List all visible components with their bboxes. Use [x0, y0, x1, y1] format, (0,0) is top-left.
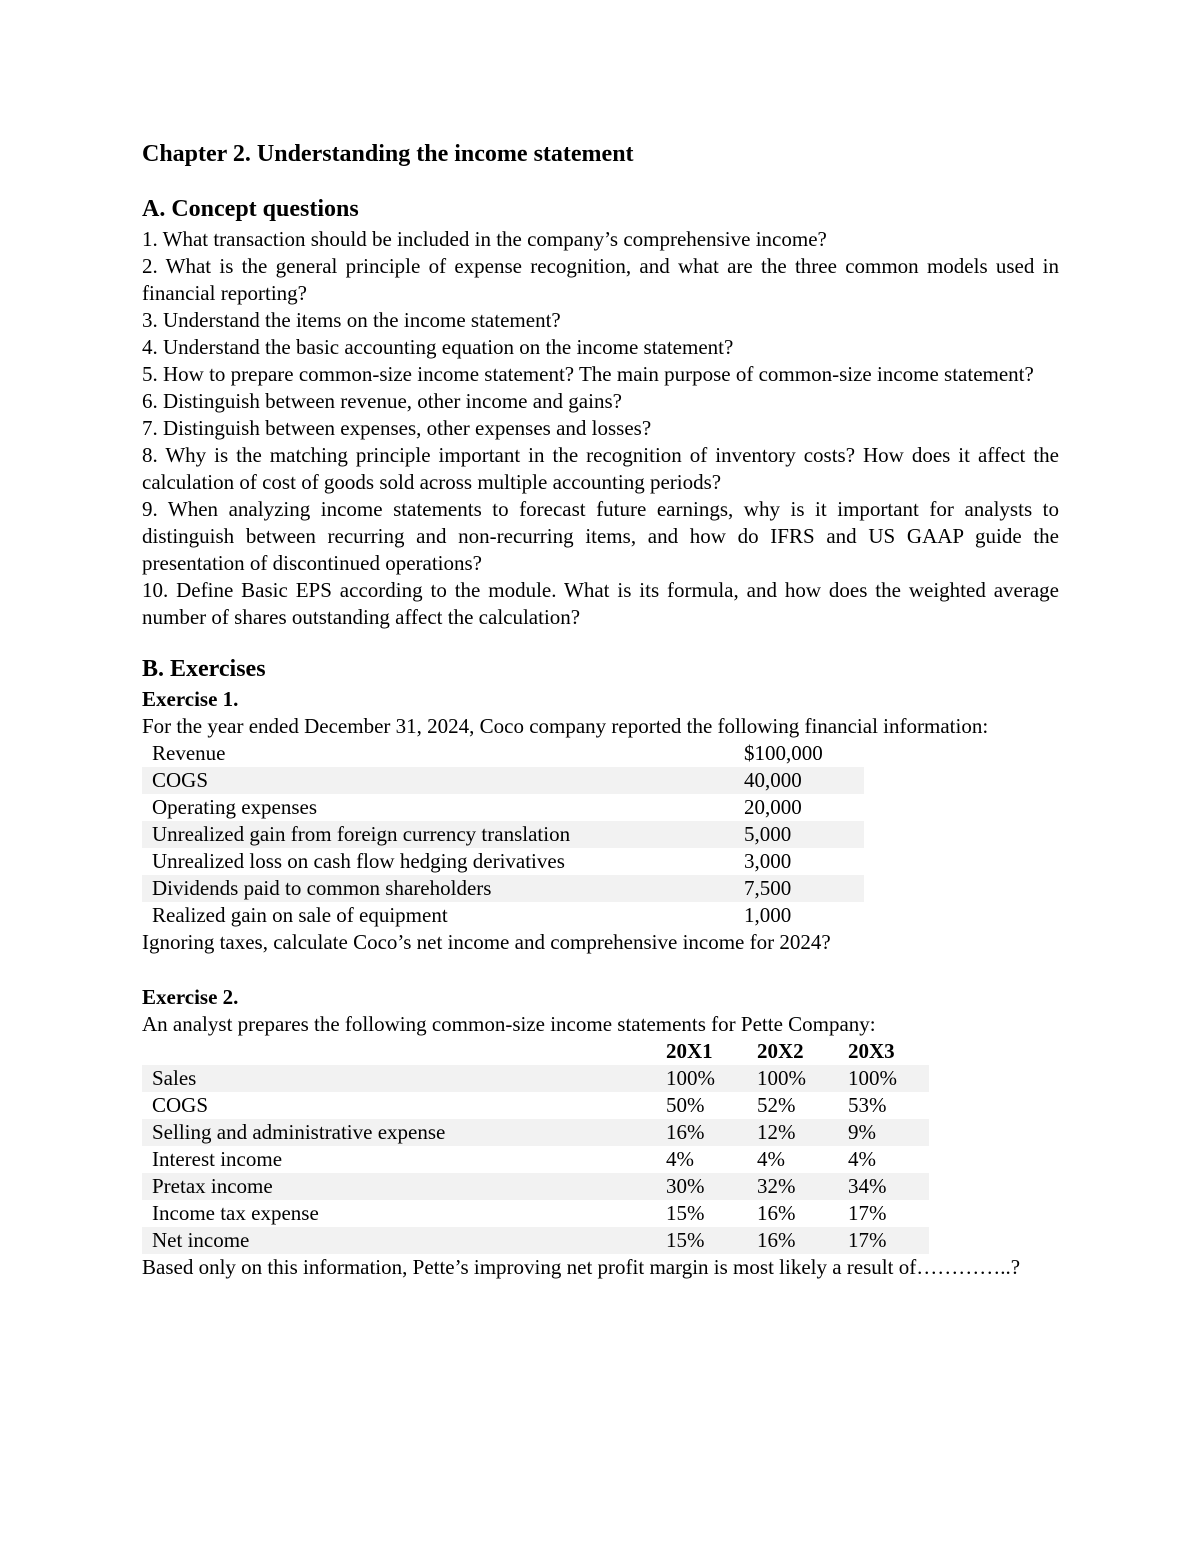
row-value: 5,000: [734, 821, 864, 848]
row-value: 4%: [848, 1147, 876, 1172]
row-value: 34%: [838, 1173, 929, 1200]
table-header-row: [142, 1038, 929, 1065]
chapter-title: Chapter 2. Understanding the income statement: [142, 141, 634, 167]
exercise-1-title: Exercise 1.: [142, 687, 239, 712]
row-label: Unrealized gain from foreign currency translation: [142, 821, 734, 848]
exercise-2-question: Based only on this information, Pette’s improving net profit margin is most likely a result of…………..?: [142, 1255, 1021, 1280]
table-row: [142, 902, 864, 929]
table-row: [142, 1119, 929, 1146]
year-header: 20X2: [757, 1039, 804, 1064]
table-row: [142, 767, 864, 794]
table-row: [142, 1227, 929, 1254]
exercise-2-intro: An analyst prepares the following common-size income statements for Pette Company:: [142, 1012, 876, 1037]
header-blank: [142, 1038, 656, 1065]
row-label: Dividends paid to common shareholders: [142, 875, 734, 902]
row-value: 50%: [666, 1093, 705, 1118]
row-value: 9%: [838, 1119, 929, 1146]
table-row: [142, 848, 864, 875]
section-a-title: A. Concept questions: [142, 195, 359, 222]
row-label: Revenue: [152, 741, 226, 766]
row-value: 52%: [757, 1093, 796, 1118]
exercise-2: [142, 983, 1059, 1281]
exercise-1-table: [142, 740, 864, 929]
row-value: 4%: [666, 1147, 694, 1172]
row-label: Interest income: [152, 1147, 283, 1172]
row-value: 20,000: [744, 795, 802, 820]
row-value: 7,500: [734, 875, 864, 902]
row-value: 15%: [666, 1201, 705, 1226]
document-page: [142, 140, 1059, 1281]
question-item: 3. Understand the items on the income statement?: [142, 307, 561, 332]
row-value: 1,000: [744, 903, 792, 928]
row-value: 15%: [656, 1227, 747, 1254]
question-item: 10. Define Basic EPS according to the module. What is its formula, and how does the weighted average number of shares outstanding affect the calculation?: [142, 577, 1059, 629]
row-label: COGS: [152, 1093, 209, 1118]
question-item: 9. When analyzing income statements to forecast future earnings, why is it important for analysts to distinguish between recurring and non-recurring items, and how do IFRS and US GAAP guide the presentation of discontinued operations?: [142, 496, 1059, 575]
row-label: Sales: [142, 1065, 656, 1092]
question-item: 1. What transaction should be included in the company’s comprehensive income?: [142, 226, 827, 251]
table-row: [142, 1092, 929, 1119]
row-value: 40,000: [734, 767, 864, 794]
question-item: 6. Distinguish between revenue, other income and gains?: [142, 388, 622, 413]
row-value: 16%: [747, 1227, 838, 1254]
year-header: 20X1: [666, 1039, 713, 1064]
row-value: 53%: [848, 1093, 887, 1118]
row-label: Income tax expense: [152, 1201, 319, 1226]
concept-questions-list: [142, 226, 1059, 631]
row-label: Net income: [142, 1227, 656, 1254]
row-label: Pretax income: [142, 1173, 656, 1200]
row-label: Unrealized loss on cash flow hedging derivatives: [152, 849, 565, 874]
exercise-2-title: Exercise 2.: [142, 985, 239, 1010]
exercise-2-table: [142, 1038, 929, 1254]
table-row: [142, 1173, 929, 1200]
table-row: [142, 1200, 929, 1227]
section-a: [142, 195, 1059, 631]
row-label: COGS: [142, 767, 734, 794]
table-row: [142, 794, 864, 821]
row-label: Selling and administrative expense: [142, 1119, 656, 1146]
year-header: 20X3: [848, 1039, 895, 1064]
question-item: 4. Understand the basic accounting equation on the income statement?: [142, 334, 734, 359]
question-item: 8. Why is the matching principle important in the recognition of inventory costs? How does it affect the calculation of cost of goods sold across multiple accounting periods?: [142, 442, 1059, 494]
row-value: 100%: [656, 1065, 747, 1092]
table-row: [142, 1146, 929, 1173]
row-value: 3,000: [744, 849, 792, 874]
section-b-title: B. Exercises: [142, 655, 266, 682]
row-value: $100,000: [744, 741, 823, 766]
question-item: 5. How to prepare common-size income statement? The main purpose of common-size income statement?: [142, 361, 1034, 386]
table-row: [142, 821, 864, 848]
row-value: 12%: [747, 1119, 838, 1146]
row-value: 100%: [747, 1065, 838, 1092]
row-value: 32%: [747, 1173, 838, 1200]
table-row: [142, 875, 864, 902]
row-label: Operating expenses: [152, 795, 318, 820]
row-value: 17%: [848, 1201, 887, 1226]
exercise-1-question: Ignoring taxes, calculate Coco’s net income and comprehensive income for 2024?: [142, 930, 831, 955]
table-row: [142, 740, 864, 767]
row-value: 30%: [656, 1173, 747, 1200]
exercise-1-intro: For the year ended December 31, 2024, Coco company reported the following financial information:: [142, 714, 989, 739]
row-label: Realized gain on sale of equipment: [152, 903, 448, 928]
row-value: 16%: [656, 1119, 747, 1146]
question-item: 2. What is the general principle of expense recognition, and what are the three common models used in financial reporting?: [142, 253, 1059, 305]
row-value: 4%: [757, 1147, 785, 1172]
section-b: [142, 655, 1059, 1282]
row-value: 16%: [757, 1201, 796, 1226]
row-value: 100%: [838, 1065, 929, 1092]
exercise-1: [142, 685, 1059, 956]
table-row: [142, 1065, 929, 1092]
row-value: 17%: [838, 1227, 929, 1254]
question-item: 7. Distinguish between expenses, other expenses and losses?: [142, 415, 652, 440]
